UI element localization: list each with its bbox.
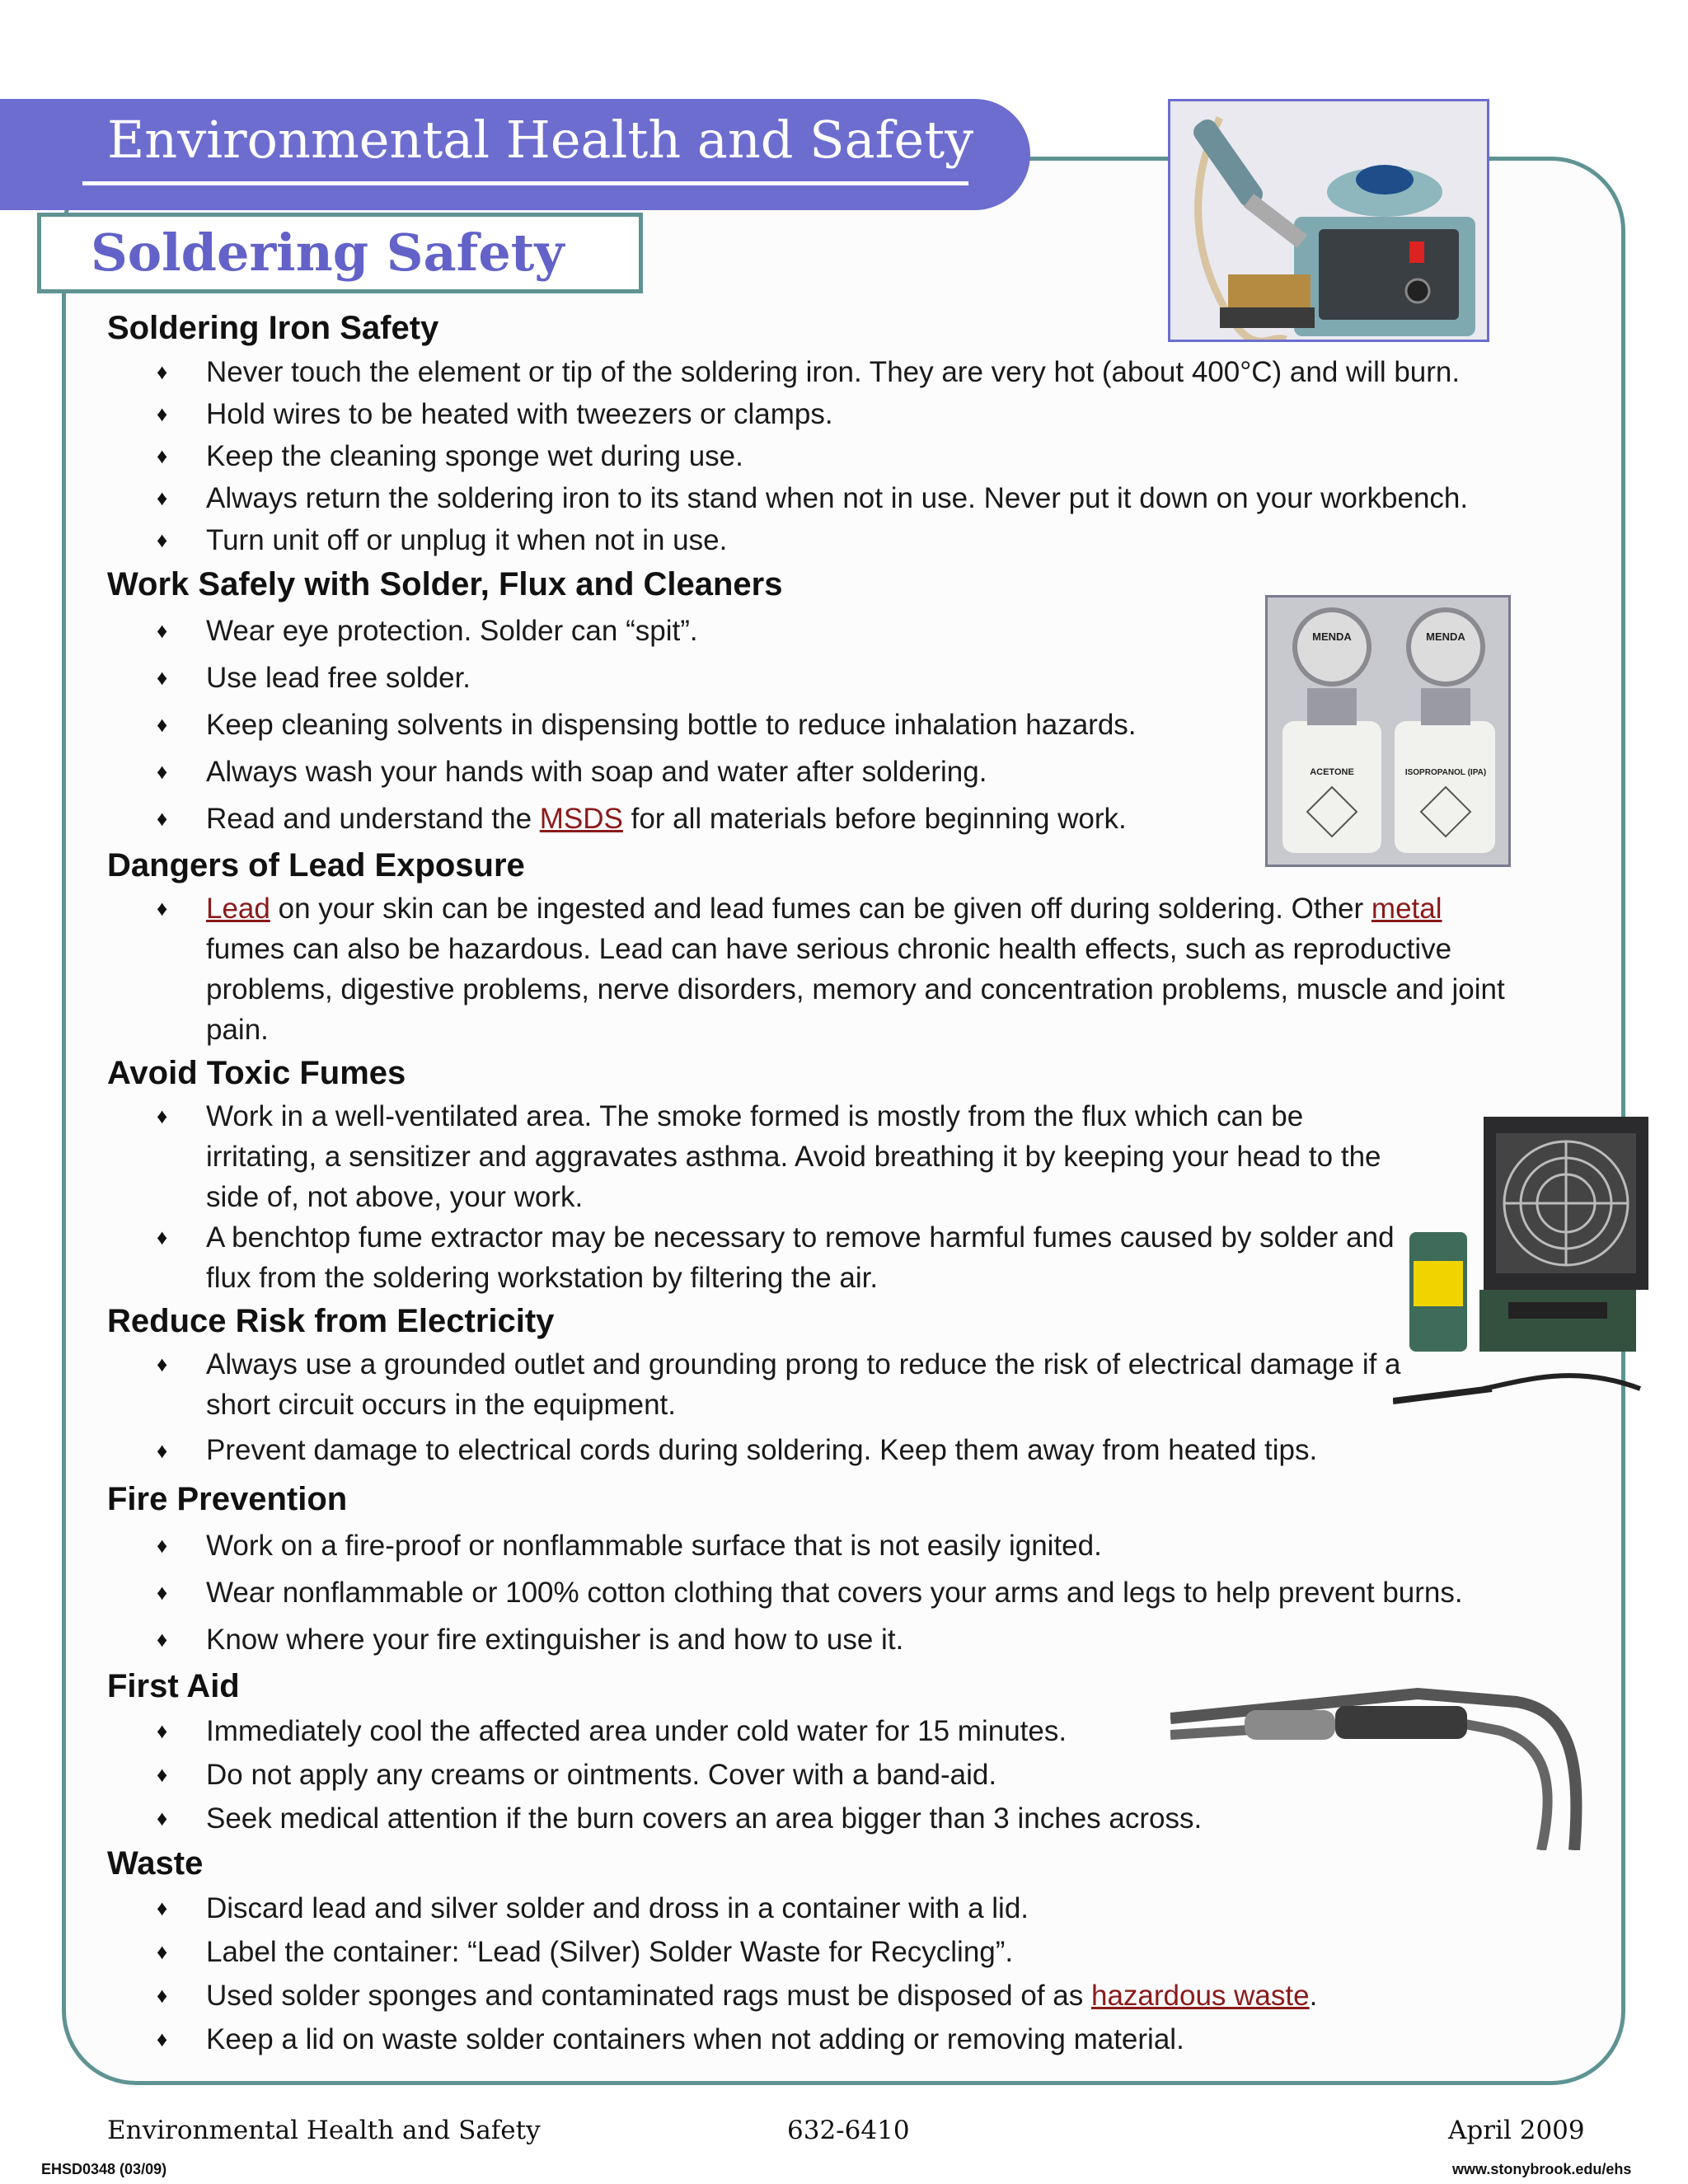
section-heading-iron-safety: Soldering Iron Safety bbox=[107, 310, 439, 346]
bullet-icon: ♦ bbox=[157, 1104, 168, 1128]
item-text: Used solder sponges and contaminated rags must be disposed of as bbox=[206, 1980, 1091, 2012]
hazardous-waste-link[interactable]: hazardous waste bbox=[1090, 1980, 1310, 2012]
bullet-icon: ♦ bbox=[157, 359, 168, 384]
list-item bbox=[107, 1569, 1574, 1616]
item-text: Use lead free solder. bbox=[206, 662, 471, 694]
item-text: Hold wires to be heated with tweezers or clamps. bbox=[206, 398, 833, 430]
item-text: for all materials before beginning work. bbox=[622, 803, 1127, 835]
bullet-icon: ♦ bbox=[157, 1438, 168, 1463]
item-text: Work in a well-ventilated area. The smoke formed is mostly from the flux which can be irritating, a sensitizer and aggravates asthma. Avoid breathing it by keeping your head to the side of, not above, your work. bbox=[206, 1100, 1381, 1213]
bullet-icon: ♦ bbox=[157, 443, 168, 468]
toxic-fumes-list bbox=[107, 1096, 1409, 1298]
footer-date: April 2009 bbox=[1448, 2116, 1585, 2145]
section-heading-lead-exposure: Dangers of Lead Exposure bbox=[107, 847, 525, 883]
bullet-icon: ♦ bbox=[157, 1718, 168, 1743]
bullet-icon: ♦ bbox=[157, 1225, 168, 1249]
solder-flux-list bbox=[107, 607, 1574, 842]
item-text: Never touch the element or tip of the soldering iron. They are very hot (about 400°C) and will burn. bbox=[206, 356, 1461, 388]
item-text: Wear eye protection. Solder can “spit”. bbox=[206, 615, 698, 647]
item-text: Keep a lid on waste solder containers when not adding or removing material. bbox=[206, 2023, 1184, 2055]
list-item bbox=[107, 1522, 1574, 1569]
msds-link[interactable]: MSDS bbox=[539, 803, 623, 835]
bullet-icon: ♦ bbox=[157, 1983, 168, 2008]
list-item bbox=[107, 1974, 1574, 2018]
item-text: Read and understand the bbox=[206, 803, 540, 835]
right-bottle-cap: MENDA bbox=[1426, 630, 1465, 643]
lead-exposure-list bbox=[107, 888, 1525, 1050]
list-item bbox=[107, 1096, 1409, 1217]
list-item bbox=[107, 1425, 1574, 1476]
main-content bbox=[107, 305, 1574, 2061]
list-item bbox=[107, 795, 1574, 842]
section-heading-first-aid: First Aid bbox=[107, 1668, 240, 1704]
list-item bbox=[107, 393, 1574, 435]
item-text: fumes can also be hazardous. Lead can have serious chronic health effects, such as reproductive problems, digestive problems, nerve disorders, memory and concentration problems, muscle and joint pain. bbox=[206, 933, 1505, 1046]
fire-prevention-list bbox=[107, 1522, 1574, 1663]
item-text: Always return the soldering iron to its stand when not in use. Never put it down on your workbench. bbox=[206, 482, 1469, 514]
first-aid-list bbox=[107, 1709, 1574, 1840]
header-org-title: Environmental Health and Safety bbox=[107, 110, 974, 170]
electricity-list bbox=[107, 1344, 1574, 1476]
item-text: Always wash your hands with soap and water after soldering. bbox=[206, 756, 987, 788]
item-text: Discard lead and silver solder and dross in a container with a lid. bbox=[206, 1892, 1029, 1924]
bullet-icon: ♦ bbox=[157, 618, 168, 643]
waste-list bbox=[107, 1886, 1574, 2061]
list-item bbox=[107, 477, 1574, 519]
item-text: Seek medical attention if the burn covers an area bigger than 3 inches across. bbox=[206, 1802, 1203, 1835]
list-item bbox=[107, 1344, 1409, 1425]
footer-phone: 632-6410 bbox=[787, 2116, 910, 2145]
section-heading-waste: Waste bbox=[107, 1845, 204, 1882]
bullet-icon: ♦ bbox=[157, 1533, 168, 1558]
bullet-icon: ♦ bbox=[157, 527, 168, 552]
bullet-icon: ♦ bbox=[157, 485, 168, 510]
item-text: Wear nonflammable or 100% cotton clothing that covers your arms and legs to help prevent burns. bbox=[206, 1577, 1463, 1609]
item-text: Know where your fire extinguisher is and how to use it. bbox=[206, 1624, 904, 1656]
list-item bbox=[107, 701, 1574, 748]
list-item bbox=[107, 607, 1574, 654]
bullet-icon: ♦ bbox=[157, 2027, 168, 2051]
item-text: Immediately cool the affected area under cold water for 15 minutes. bbox=[206, 1715, 1067, 1747]
bullet-icon: ♦ bbox=[157, 1352, 168, 1376]
list-item bbox=[107, 654, 1574, 701]
bullet-icon: ♦ bbox=[157, 1627, 168, 1652]
list-item bbox=[107, 351, 1574, 393]
bullet-icon: ♦ bbox=[157, 1896, 168, 1920]
list-item bbox=[107, 435, 1574, 477]
item-text: Prevent damage to electrical cords during soldering. Keep them away from heated tips. bbox=[206, 1434, 1318, 1466]
bullet-icon: ♦ bbox=[157, 1762, 168, 1787]
section-heading-solder-flux: Work Safely with Solder, Flux and Cleaners bbox=[107, 566, 783, 602]
bullet-icon: ♦ bbox=[157, 665, 168, 690]
page-title: Soldering Safety bbox=[91, 223, 565, 283]
bullet-icon: ♦ bbox=[157, 1580, 168, 1605]
bullet-icon: ♦ bbox=[157, 896, 168, 921]
section-heading-fire-prevention: Fire Prevention bbox=[107, 1481, 348, 1517]
bullet-icon: ♦ bbox=[157, 759, 168, 784]
list-item bbox=[107, 1616, 1574, 1663]
bullet-icon: ♦ bbox=[157, 1806, 168, 1830]
list-item bbox=[107, 1753, 1574, 1797]
left-bottle-cap: MENDA bbox=[1312, 630, 1352, 643]
ipa-label: ISOPROPANOL (IPA) bbox=[1404, 768, 1487, 777]
item-text: Label the container: “Lead (Silver) Solder Waste for Recycling”. bbox=[206, 1936, 1014, 1968]
header-rule bbox=[82, 181, 968, 185]
footer-org: Environmental Health and Safety bbox=[107, 2116, 541, 2145]
footer-doc-code: EHSD0348 (03/09) bbox=[41, 2161, 167, 2177]
item-text: Keep cleaning solvents in dispensing bottle to reduce inhalation hazards. bbox=[206, 709, 1137, 741]
bullet-icon: ♦ bbox=[157, 1939, 168, 1964]
iron-safety-list bbox=[107, 351, 1574, 561]
list-item bbox=[107, 748, 1574, 795]
bullet-icon: ♦ bbox=[157, 712, 168, 737]
item-text: Turn unit off or unplug it when not in use. bbox=[206, 524, 728, 556]
list-item bbox=[107, 1930, 1574, 1974]
lead-link[interactable]: Lead bbox=[206, 893, 270, 925]
item-text: A benchtop fume extractor may be necessary to remove harmful fumes caused by solder and flux from the soldering workstation by filtering the air. bbox=[206, 1221, 1395, 1294]
item-text: Do not apply any creams or ointments. Cover with a band-aid. bbox=[206, 1759, 997, 1791]
list-item bbox=[107, 2018, 1574, 2061]
item-text: Keep the cleaning sponge wet during use. bbox=[206, 440, 743, 472]
metal-link[interactable]: metal bbox=[1371, 893, 1442, 925]
item-text: on your skin can be ingested and lead fumes can be given off during soldering. Other bbox=[270, 893, 1372, 925]
list-item bbox=[107, 1709, 1574, 1753]
item-text: Always use a grounded outlet and grounding prong to reduce the risk of electrical damage if a short circuit occurs in the equipment. bbox=[206, 1348, 1401, 1421]
bullet-icon: ♦ bbox=[157, 401, 168, 426]
list-item bbox=[107, 1886, 1574, 1930]
footer-url[interactable]: www.stonybrook.edu/ehs bbox=[1452, 2161, 1632, 2177]
acetone-label: ACETONE bbox=[1310, 767, 1354, 777]
list-item bbox=[107, 1217, 1418, 1298]
list-item bbox=[107, 1797, 1574, 1840]
item-text: Work on a fire-proof or nonflammable surface that is not easily ignited. bbox=[206, 1530, 1102, 1562]
section-heading-electricity: Reduce Risk from Electricity bbox=[107, 1303, 555, 1339]
section-heading-toxic-fumes: Avoid Toxic Fumes bbox=[107, 1055, 406, 1091]
bullet-icon: ♦ bbox=[157, 806, 168, 831]
list-item bbox=[107, 888, 1525, 1050]
item-text: . bbox=[1309, 1980, 1318, 2012]
list-item bbox=[107, 519, 1574, 561]
